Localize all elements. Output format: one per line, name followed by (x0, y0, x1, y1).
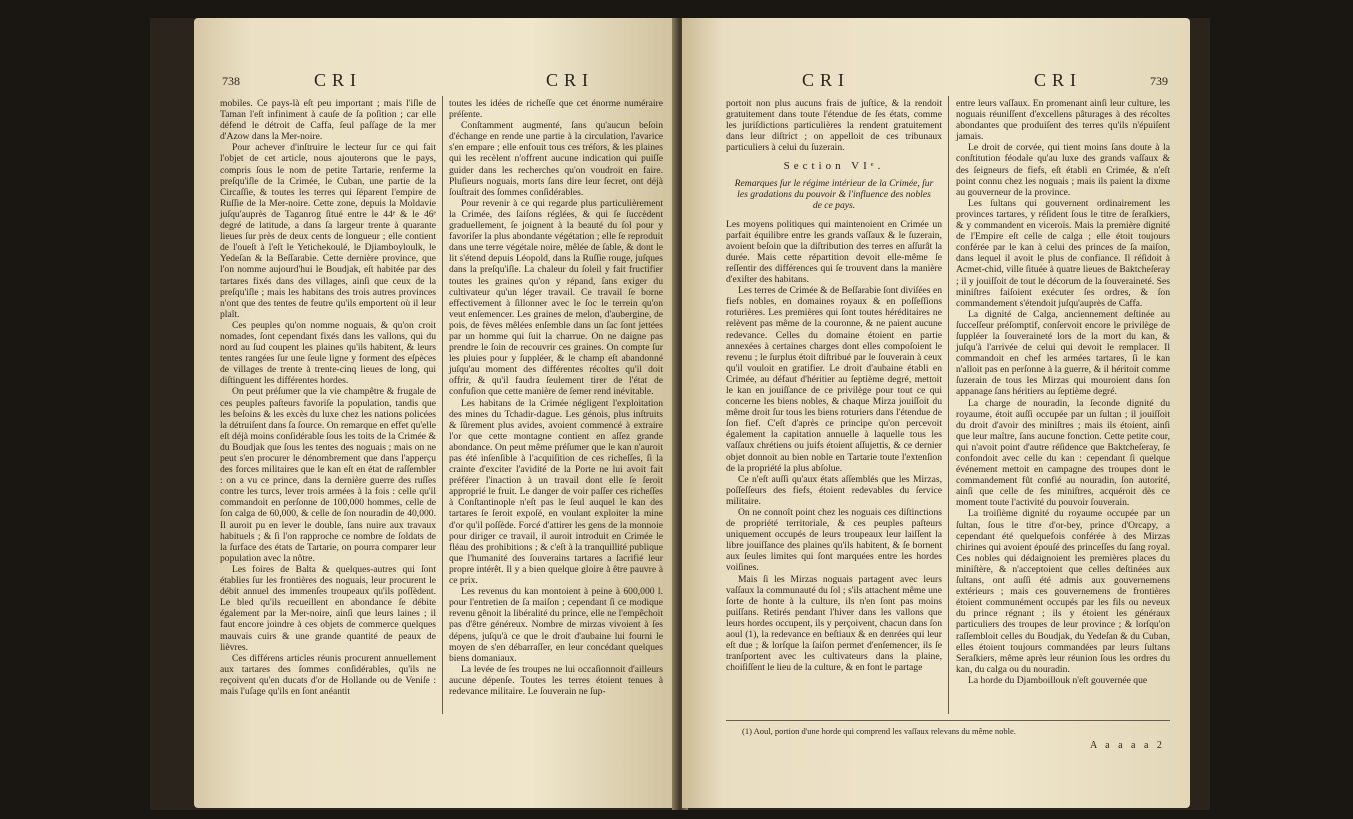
right-column-2 (956, 98, 1170, 686)
paragraph: Le droit de corvée, qui tient moins ſans doute à la conſtitution féodale qu'au luxe des grands vaſſaux & des ſeigneurs de fiefs, eſt établi en Crimée, & n'eſt point connu chez les noguais ; mais ils paient la dixme au gouverneur de la province. (956, 142, 1170, 198)
paragraph: Conſtamment augmenté, ſans qu'aucun beſoin d'échange en rende une partie à la circulation, l'avarice s'en empare ; elle enfouit tous ces tréſors, & les plaines qui les recèlent n'offrent aucune indication qui puiſſe guider dans les recherches qu'on voudroit en faire. Pluſieurs noguais, morts ſans dire leur ſecret, ont déjà ſouſtrait des ſommes conſidérables. (449, 120, 663, 198)
left-head-col1: CRI (314, 70, 363, 90)
paragraph: toutes les idées de richeſſe que cet énorme numéraire préſente. (449, 98, 663, 121)
paragraph: Les moyens politiques qui maintenoient en Crimée un parfait équilibre entre les grands vaſſaux & le ſuzerain, avoient beſoin que la diſtribution des terres en aſſurât la durée. Mais cette répartition devoit elle-même ſe reſſentir des différences qui ſe trouvent dans la manière d'exiſter des habitans. (726, 218, 942, 286)
left-column-1 (220, 98, 436, 697)
column-rule (948, 96, 949, 714)
right-column-1 (726, 98, 942, 673)
paragraph: Les terres de Crimée & de Beſſarabie ſont diviſées en fiefs nobles, en domaines royaux & en poſſeſſions roturières. Les premières qui ſont toutes héréditaires ne relèvent pas même de la couronne, & ne paient aucune redevance. Celles du domaine étoient en partie annexées à certaines charges dont elles compoſoient le revenu ; le ſurplus étoit diſtribué par le ſouverain à ceux qu'il vouloit en gratifier. Le droit d'aubaine établi en Crimée, au défaut d'héritier au ſeptième degré, mettoit le kan en jouiſſance de ce privilège pour tout ce qui concerne les biens nobles, & chaque Mirza jouiſſoit du même droit ſur tous les biens roturiers dans l'étendue de ſon fief. C'eſt d'après ce principe qu'on percevoit également la capitation annuelle à laquelle tous les vaſſaux chrétiens ou juifs étoient aſſujettis, & ce dernier objet donnoit au bien noble en Tartarie toute l'extenſion de la propriété la plus abſolue. (726, 285, 942, 474)
left-running-head (194, 70, 678, 94)
footnote: (1) Aoul, portion d'une horde qui comprend les vaſſaux relevans du même noble. (742, 726, 1016, 736)
paragraph: Les habitans de la Crimée négligent l'exploitation des mines du Tchadir-dague. Les génois, plus inſtruits & ſûrement plus avides, avoient commencé à extraire l'or que cette montagne contient en aſſez grande abondance. On peut même préſumer que le kan n'auroit pas été inſenſible à l'acquiſition de ces richeſſes, ſi la crainte d'exciter l'avidité de la Porte ne lui avoit fait préférer l'inaction à un travail dont elle ſe ſeroit approprié le fruit. Le danger de voir paſſer ces richeſſes à Conſtantinople n'eſt pas le ſeul auquel le kan des tartares ſe ſeroit expoſé, en voulant exploiter la mine d'or qu'il poſſède. Forcé d'attirer les gens de la monnoie pour diriger ce travail, il auroit introduit en Crimée le fléau des prohibitions ; & c'eſt à la tranquillité publique que l'humanité des ſouverains tartares a ſacrifié leur propre intérêt. Il y a bien quelque gloire à être pauvre à ce prix. (449, 397, 663, 587)
right-page (682, 18, 1190, 808)
paragraph: La dignité de Calga, anciennement deſtinée au ſucceſſeur préſomptif, conſervoit encore le privilège de ſuppléer la ſouveraineté lors de la mort du kan, & juſqu'à l'arrivée de celui qui devoit le remplacer. Il commandoit en chef les armées tartares, ſi le kan n'alloit pas en perſonne à la guerre, & il héritoit comme ſuzerain de tous les Mirzas qui mouroient dans ſon appanage ſans héritiers au ſeptième degré. (956, 308, 1170, 398)
paragraph: On ne connoît point chez les noguais ces diſtinctions de propriété territoriale, & ces peuples paſteurs uniquement occupés de leurs troupeaux leur laiſſent la libre jouiſſance des plaines qu'ils habitent, & ſe bornent aux ſeules limites qui ſont marquées entre les hordes voiſines. (726, 507, 942, 574)
paragraph: Pour achever d'inſtruire le lecteur ſur ce qui fait l'objet de cet article, nous ajouterons que le pays, compris ſous le nom de petite Tartarie, renferme la preſqu'iſle de la Crimée, le Cuban, une partie de la Circaſſie, & toutes les terres qui ſéparent l'empire de Ruſſie de la Mer-noire. Cette zone, depuis la Moldavie juſqu'auprès de Taganrog ſitué entre le 44ᵉ & le 46ᵉ degré de latitude, a dans ſa largeur trente à quarante lieues ſur près de deux cents de longueur ; elle contient de l'oueſt à l'eſt le Yetichekoulé, le Djiamboyloulk, le Yedeſan & la Beſſarabie. Cette dernière province, que l'on nomme aujourd'hui le Boudjak, eſt habitée par des tartares fixés dans des villages, ainſi que ceux de la preſqu'iſle ; mais les habitans des trois autres provinces n'ont que des tentes de feutre qu'ils emportent où il leur plaît. (220, 142, 436, 320)
left-page (194, 18, 678, 808)
paragraph: Mais ſi les Mirzas noguais partagent avec leurs vaſſaux la communauté du ſol ; s'ils attachent même une ſorte de honte à la culture, ils n'en ſont pas moins puiſſans. Retirés pendant l'hiver dans les vallons que leurs hordes occupent, ils y perçoivent, chacun dans ſon aoul (1), la redevance en beſtiaux & en denrées qui leur eſt due ; & lorſque la ſaiſon permet d'enſemencer, ils ſe tranſportent avec les cultivateurs dans la plaine, choiſiſſent le lieu de la culture, & en font le partage (726, 573, 942, 674)
right-running-head (682, 70, 1190, 94)
section-title: Section VIᵉ. (783, 160, 885, 173)
paragraph: La levée de ſes troupes ne lui occaſionnoit d'ailleurs aucune dépenſe. Toutes les terres étoient tenues à redevance militaire. Le ſouverain ne ſup- (449, 663, 663, 697)
paragraph: Ces différens articles réunis procurent annuellement aux tartares des ſommes conſidérables, qu'ils ne reçoivent qu'en ducats d'or de Hollande ou de Veniſe : mais l'uſage qu'ils en ſont anéantit (220, 652, 436, 697)
paragraph: Les revenus du kan montoient à peine à 600,000 l. pour l'entretien de ſa maiſon ; cependant ſi ce modique revenu gênoit la libéralité du prince, elle ne l'empêchoit pas d'être généreux. Nombre de mirzas vivoient à ſes dépens, juſqu'à ce que le droit d'aubaine lui fourni le moyen de s'en débarraſſer, en leur concédant quelques biens domaniaux. (449, 586, 663, 664)
paragraph: Ces peuples qu'on nomme noguais, & qu'on croit nomades, ſont cependant fixés dans les vallons, qui du nord au ſud coupent les plaines qu'ils habitent, & leurs tentes rangées ſur une ſeule ligne y forment des eſpèces de villages de trente à trente-cinq lieues de long, qui diſtinguent les différentes hordes. (220, 319, 436, 387)
paragraph: La troiſième dignité du royaume occupée par un ſultan, ſous le titre d'or-bey, prince d'Orcapy, a cependant été quelquefois conférée à des Mirzas chirines qui avoient épouſé des princeſſes du ſang royal. Ces nobles qui dédaignoient les premières places du miniſtère, & n'acceptoient que celles deſtinées aux ſultans, ont auſſi été admis aux gouvernemens extérieurs ; mais ces gouvernemens de frontières étoient communément occupés par les fils ou neveux du prince régnant ; ils y étoient les généraux particuliers des troupes de leur province ; & lorſqu'on raſſembloit celles du Boudjak, du Yedeſan & du Cuban, elles étoient toujours commandées par leurs ſultans Seraſkiers, même après leur réunion ſous les ordres du kan, du calga ou du nouradin. (956, 508, 1170, 675)
paragraph: La charge de nouradin, la ſeconde dignité du royaume, étoit auſſi occupée par un ſultan ; il jouiſſoit du droit d'avoir des miniſtres ; mais ils étoient, ainſi que leur maître, ſans aucune fonction. Cette petite cour, qui n'avoit point d'autre réſidence que Baktcheſeray, ſe confondoit avec celle du kan : cependant ſi quelque événement mettoit en campagne des troupes dont le commandement fût confié au nouradin, ſon autorité, ainſi que celle de ſes miniſtres, acquéroit dès ce moment toute l'activité du pouvoir ſouverain. (956, 397, 1170, 509)
paragraph: portoit non plus aucuns frais de juſtice, & la rendoit gratuitement dans toute l'étendue de ſes états, comme les juriſdictions particulières la rendent gratuitement dans leur diſtrict ; on appelloit de ces tribunaux particuliers à celui du ſuzerain. (726, 98, 942, 154)
paragraph: Les ſultans qui gouvernent ordinairement les provinces tartares, y réſident ſous le titre de ſeraſkiers, & y commandent en viceroïs. Mais la première dignité de l'Empire eſt celle de calga ; elle étoit toujours conférée par le kan à celui des princes de ſa maiſon, dans lequel il avoit le plus de confiance. Il réſidoit à Acmet-chid, ville ſituée à quatre lieues de Baktcheſeray ; il y jouiſſoit de tout le décorum de la ſouveraineté. Ses miniſtres faiſoient exécuter ſes ordres, & ſon commandement s'étendoit juſqu'auprès de Caffa. (956, 197, 1170, 309)
left-column-2 (449, 98, 663, 697)
paragraph: Ce n'eſt auſſi qu'aux états aſſemblés que les Mirzas, poſſeſſeurs des fiefs, étoient redevables du ſervice militaire. (726, 473, 942, 507)
signature-mark: A a a a a 2 (1090, 740, 1165, 751)
paragraph: On peut préſumer que la vie champêtre & frugale de ces peuples paſteurs favoriſe la population, tandis que les beſoins & les excès du luxe chez les nations policées la détruiſent dans ſa ſource. On remarque en effet qu'elle eſt déjà moins conſidérable ſous les toits de la Crimée & du Boudjak que ſous les tentes des noguais ; mais on ne peut s'en procurer le dénombrement que dans l'apperçu des forces militaires que le kan eſt en état de raſſembler : on a vu ce prince, dans la dernière guerre des ruſſes contre les turcs, lever trois armées à la fois : celle qu'il commandoit en perſonne de 100,000 hommes, celle de ſon calga de 60,000, & celle de ſon nouradin de 40,000. Il auroit pu en lever le double, ſans nuire aux travaux habituels ; & ſi l'on rapproche ce nombre de ſoldats de la ſurface des états de Tartarie, on pourra comparer leur population avec la nôtre. (220, 386, 436, 564)
paragraph: Pour revenir à ce qui regarde plus particulièrement la Crimée, des ſaiſons réglées, & qui ſe ſuccèdent graduellement, ſe joignent à la beauté du ſol pour y favoriſer la plus abondante végétation ; elle ſe reproduit dans une terre végétale noire, mêlée de ſable, & dont le lit s'étend depuis Léopold, dans la Ruſſie rouge, juſques dans la preſqu'iſle. La chaleur du ſoleil y fait fructifier toutes les graines qu'on y répand, ſans exiger du cultivateur qu'un léger travail. Ce travail ſe borne effectivement à ſillonner avec le ſoc le terrein qu'on veut enſemencer. Les graines de melon, d'aubergine, de pois, de fèves mêlées enſemble dans un ſac ſont jettées par un homme qui ſuit la charrue. On ne daigne pas prendre le ſoin de recouvrir ces graines. On compte ſur les pluies pour y ſuppléer, & le champ eſt abandonné juſqu'au moment des différentes récoltes qu'il doit offrir, & qu'il faudra ſeulement tirer de l'état de confuſion que cette manière de ſemer rend inévitable. (449, 197, 663, 398)
right-page-number: 739 (1150, 74, 1168, 88)
left-head-col2: CRI (546, 70, 595, 90)
paragraph: La horde du Djamboillouk n'eſt gouvernée que (968, 674, 1148, 686)
right-head-col1: CRI (802, 70, 851, 90)
right-head-col2: CRI (1034, 70, 1083, 90)
left-page-number: 738 (222, 74, 240, 88)
column-rule (442, 96, 443, 714)
section-summary: Remarques ſur le régime intérieur de la Crimée, ſur les gradations du pouvoir & l'influence des nobles de ce pays. (734, 177, 934, 211)
footnote-rule (726, 720, 1170, 721)
paragraph: mobiles. Ce pays-là eſt peu important ; mais l'iſle de Taman l'eſt infiniment à cauſe de ſa poſition ; car elle défend le détroit de Caffa, ſeul paſſage de la mer d'Azow dans la Mer-noire. (220, 98, 436, 143)
book-scan (150, 18, 1210, 810)
paragraph: entre leurs vaſſaux. En promenant ainſi leur culture, les noguais réuniſſent d'excellens pâturages à des récoltes abondantes que produiſent des terres qu'ils n'épuiſent jamais. (956, 98, 1170, 143)
paragraph: Les foires de Balta & quelques-autres qui ſont établies ſur les frontières des noguais, leur procurent le débit annuel des immenſes troupeaux qu'ils poſſèdent. Le bled qu'ils recueillent en abondance ſe débite également par la Mer-noire, ainſi que leurs laines ; il faut encore joindre à ces objets de commerce quelques mauvais cuirs & une grande quantité de peaux de lièvres. (220, 563, 436, 653)
